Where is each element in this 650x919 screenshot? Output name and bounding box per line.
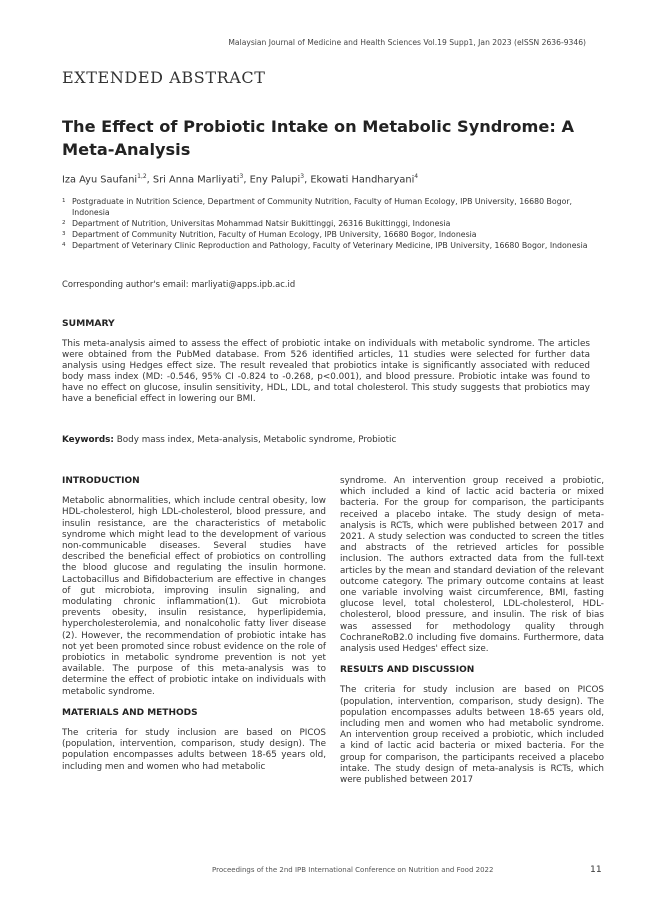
journal-header: Malaysian Journal of Medicine and Health Sciences Vol.19 Supp1, Jan 2023 (eISSN 2636-9346) [228,38,586,47]
author-name: Ekowati Handharyani [310,174,415,186]
author-affiliation-mark: 4 [414,173,419,180]
author-name: Eny Palupi [249,174,301,186]
page-number: 11 [590,864,602,875]
author-name: Iza Ayu Saufani [62,174,138,186]
footer-proceedings: Proceedings of the 2nd IPB International Conference on Nutrition and Food 2022 [212,866,494,874]
author-separator: , [304,174,311,186]
affiliation-number: 3 [62,231,66,237]
results-text: The criteria for study inclusion are based on PICOS (population, intervention, comparison, study design). The population encompasses adults between 18-65 years old, including men and women who had metabolic syndrome. An intervention group received a probiotic, which included a kind of lactic acid bacteria or mixed bacteria. For the group for comparison, the participants received a placebo intake. The study design of meta-analysis is RCTs, which were published between 2017 [340,685,604,786]
summary-text: This meta-analysis aimed to assess the effect of probiotic intake on individuals with metabolic syndrome. The articles were obtained from the PubMed database. From 526 identified articles, 11 studies were selected for further data analysis using Hedges effect size. The result revealed that probiotics intake is significantly associated with reduced body mass index (MD: -0.546, 95% CI -0.824 to -0.268, p<0.001), and blood pressure. Probiotic intake was found to have no effect on glucose, insulin sensitivity, HDL, LDL, and total cholesterol. This study suggests that probiotics may have a beneficial effect in lowering our BMI. [62,339,590,405]
affiliation-number: 4 [62,242,66,248]
affiliation-item [62,196,602,218]
affiliation-item [62,218,602,229]
affiliation-text: Department of Nutrition, Universitas Mohammad Natsir Bukittinggi, 26316 Bukittinggi, Indonesia [72,219,451,228]
materials-text: The criteria for study inclusion are based on PICOS (population, intervention, comparison, study design). The population encompasses adults between 18-65 years old, including men and women who had metabolic [62,728,326,772]
author-separator: , [146,174,153,186]
keywords-text: Body mass index, Meta-analysis, Metabolic syndrome, Probiotic [113,435,397,445]
author-list [62,173,418,185]
summary-heading: SUMMARY [62,318,115,329]
affiliation-number: 1 [62,198,66,204]
author-affiliation-mark: 3 [300,173,305,180]
right-column [340,476,604,796]
keywords-label: Keywords: [62,435,114,445]
affiliation-number: 2 [62,220,66,226]
left-column [62,476,326,783]
methods-continuation-text: syndrome. An intervention group received a probiotic, which included a kind of lactic acid bacteria or mixed bacteria. For the group for comparison, the participants received a placebo intake. The study design of meta-analysis is RCTs, which were published between 2017 and 2021. A study selection was conducted to screen the titles and abstracts of the retrieved articles for possible inclusion. The authors extracted data from the full-text articles by the mean and standard deviation of the relevant outcome category. The primary outcome contains at least one variable involving waist circumference, BMI, fasting glucose level, total cholesterol, LDL-cholesterol, HDL-cholesterol, blood pressure, and insulin. The risk of bias was assessed for methodology quality through CochraneRoB2.0 including five domains. Furthermore, data analysis used Hedges' effect size. [340,476,604,655]
affiliation-text: Department of Community Nutrition, Faculty of Human Ecology, IPB University, 16680 Bogor, Indonesia [72,230,477,239]
keywords [62,435,396,445]
introduction-text: Metabolic abnormalities, which include central obesity, low HDL-cholesterol, high LDL-cholesterol, blood pressure, and insulin resistance, are the characteristics of metabolic syndrome which might lead to the development of various non-communicable diseases. Several studies have described the beneficial effect of probiotics on controlling the blood glucose and regulating the insulin hormone. Lactobacillus and Bifidobacterium are effective in changes of gut microbiota, improving insulin signaling, and modulating chronic inflammation(1). Gut microbiota prevents obesity, insulin resistance, hyperlipidemia, hypercholesterolemia, and nonalcoholic fatty liver disease (2). However, the recommendation of probiotic intake has not yet been promoted since robust evidence on the role of probiotics in metabolic syndrome prevention is not yet available. The purpose of this meta-analysis was to determine the effect of probiotic intake on individuals with metabolic syndrome. [62,496,326,697]
results-heading: RESULTS AND DISCUSSION [340,665,475,676]
materials-heading: MATERIALS AND METHODS [62,707,198,718]
affiliation-text: Postgraduate in Nutrition Science, Department of Community Nutrition, Faculty of Human Ecology, IPB University, 16680 Bogor, Indonesia [72,197,573,217]
affiliation-text: Department of Veterinary Clinic Reproduction and Pathology, Faculty of Veterinary Medicine, IPB University, 16680 Bogor, Indonesia [72,241,588,250]
author-affiliation-mark: 1,2 [137,173,147,180]
introduction-heading: INTRODUCTION [62,476,140,486]
author-name: Sri Anna Marliyati [152,174,240,186]
author-affiliation-mark: 3 [239,173,244,180]
corresponding-email: Corresponding author's email: marliyati@apps.ipb.ac.id [62,279,296,289]
affiliation-item [62,229,602,240]
author-separator: , [243,174,250,186]
affiliation-item [62,240,602,251]
affiliation-list [62,196,602,251]
article-title: The Effect of Probiotic Intake on Metabolic Syndrome: A Meta-Analysis [62,117,574,159]
section-label: EXTENDED ABSTRACT [62,68,266,87]
